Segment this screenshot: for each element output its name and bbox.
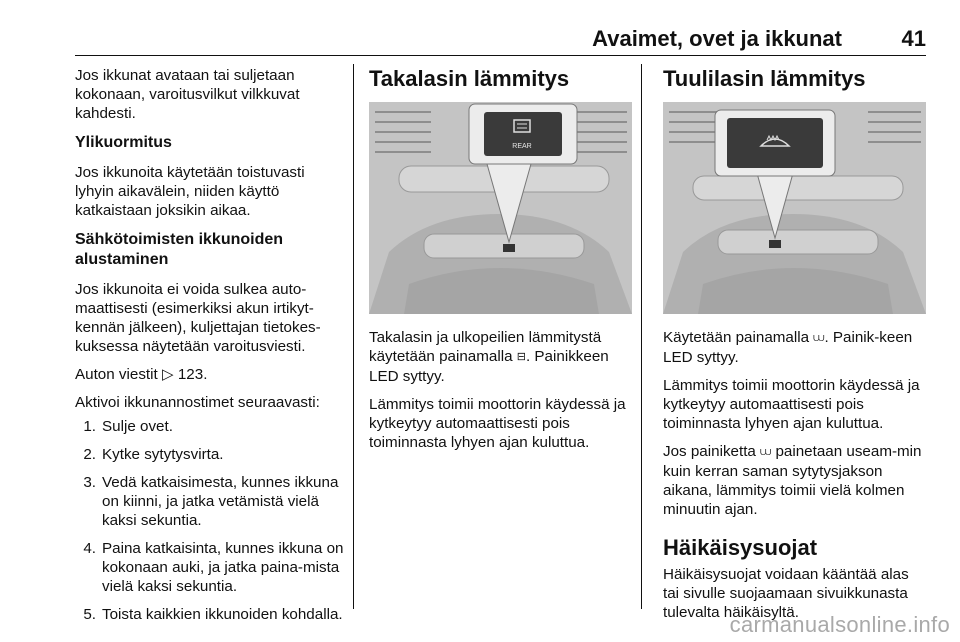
- windscreen-heating-icon: ⩊: [760, 446, 772, 458]
- list-item: [75, 605, 347, 624]
- vehicle-messages-page: 123.: [173, 366, 208, 383]
- page-number: 41: [901, 26, 926, 51]
- init-paragraph: Jos ikkunoita ei voida sulkea auto-maattisesti (esimerkiksi akun irtikyt-kennän jälkeen), kuljettajan tietokes-kuksessa näytetään varoitusviesti.: [75, 281, 321, 355]
- activate-paragraph: Aktivoi ikkunannostimet seuraavasti:: [75, 394, 320, 411]
- intro-paragraph: Jos ikkunat avataan tai suljetaan kokonaan, varoitusvilkut vilkkuvat kahdesti.: [75, 67, 300, 122]
- step-number: 2.: [83, 446, 96, 463]
- steps-list: [75, 417, 347, 624]
- windscreen-heating-paragraph-2: Lämmitys toimii moottorin käydessä ja kytkeytyy automaattisesti pois toiminnasta lyhyen ajan kuluttua.: [663, 377, 920, 432]
- step-number: 3.: [83, 474, 96, 491]
- windscreen-text-d: painetaan useam-min kuin kerran saman sytytysjakson aikana, lämmitys toimii vielä kolmen minuutin ajan.: [663, 443, 922, 518]
- step-number: 1.: [83, 418, 96, 435]
- windscreen-heating-icon: ⩊: [813, 332, 825, 344]
- windscreen-text-c: Jos painiketta: [663, 443, 761, 460]
- rear-window-heating-illustration: [369, 102, 632, 314]
- init-heading: Sähkötoimisten ikkunoiden alustaminen: [75, 231, 284, 268]
- overload-heading: Ylikuormitus: [75, 134, 172, 151]
- list-item: [75, 417, 347, 436]
- rear-window-heating-icon: ⊟: [516, 351, 526, 363]
- list-item: [75, 539, 347, 596]
- column-divider-1: [353, 64, 354, 609]
- column-divider-2: [641, 64, 642, 609]
- vehicle-messages-reference: [75, 365, 347, 384]
- overload-paragraph: Jos ikkunoita käytetään toistuvasti lyhyin aikavälein, niiden käyttö katkaistaan joksikin aikaa.: [75, 164, 305, 219]
- step-number: 5.: [83, 606, 96, 623]
- rear-heating-paragraph-2: Lämmitys toimii moottorin käydessä ja kytkeytyy automaattisesti pois toiminnasta lyhyen ajan kuluttua.: [369, 396, 626, 451]
- dashboard-illustration: [663, 102, 926, 314]
- windscreen-heating-paragraph-1: [663, 328, 928, 367]
- step-text: Sulje ovet.: [102, 418, 173, 435]
- column-2: [369, 66, 634, 461]
- step-text: Paina katkaisinta, kunnes ikkuna on kokonaan auki, ja jatka paina-mista vielä kaksi sekuntia.: [102, 540, 344, 595]
- rear-button-label: REAR: [512, 143, 532, 150]
- list-item: [75, 473, 347, 530]
- watermark: carmanualsonline.info: [729, 612, 950, 637]
- column-3: [663, 66, 928, 631]
- sun-visors-heading: Häikäisysuojat: [663, 535, 818, 560]
- rear-heating-text-b: . Painikkeen LED syttyy.: [369, 348, 609, 385]
- step-text: Vedä katkaisimesta, kunnes ikkuna on kiinni, ja jatka vetämistä vielä kaksi sekuntia.: [102, 474, 339, 529]
- windscreen-heating-illustration: [663, 102, 926, 314]
- header-rule: [75, 55, 926, 56]
- step-number: 4.: [83, 540, 96, 557]
- dashboard-illustration: [369, 102, 632, 314]
- step-text: Toista kaikkien ikkunoiden kohdalla.: [102, 606, 343, 623]
- windscreen-heating-heading: Tuulilasin lämmitys: [663, 66, 866, 91]
- rear-heating-text-a: Takalasin ja ulkopeilien lämmitystä käytetään painamalla: [369, 329, 602, 365]
- vehicle-messages-text: Auton viestit: [75, 366, 162, 383]
- sun-visors-paragraph: Häikäisysuojat voidaan kääntää alas tai sivulle suojaamaan sivuikkunasta tulevalta häikäisyltä.: [663, 566, 909, 621]
- running-header-title: Avaimet, ovet ja ikkunat: [592, 26, 842, 51]
- windscreen-text-a: Käytetään painamalla: [663, 329, 814, 346]
- windscreen-text-b: . Painik-keen LED syttyy.: [663, 329, 913, 366]
- step-text: Kytke sytytysvirta.: [102, 446, 224, 463]
- column-1: [75, 66, 347, 633]
- page-reference-arrow-icon: ▷: [161, 366, 174, 383]
- windscreen-heating-paragraph-3: [663, 442, 928, 519]
- rear-window-heating-heading: Takalasin lämmitys: [369, 66, 570, 91]
- list-item: [75, 445, 347, 464]
- rear-heating-paragraph-1: [369, 328, 634, 386]
